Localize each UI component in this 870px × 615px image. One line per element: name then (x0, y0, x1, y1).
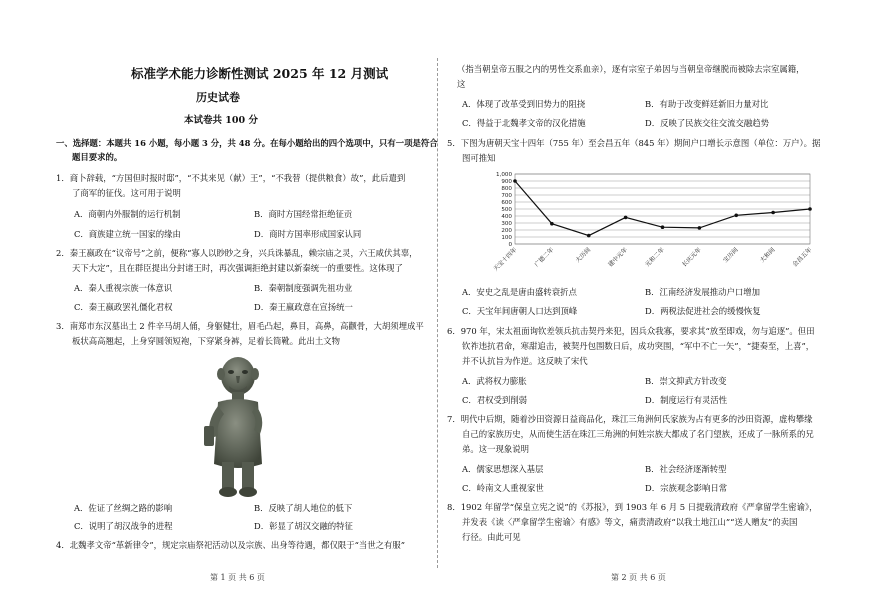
chart-point (550, 222, 554, 226)
q2-option-d: D．秦王嬴政意在宣扬统一 (254, 302, 353, 312)
q5-option-d: D．两税法促进社会的缓慢恢复 (645, 306, 761, 316)
chart-point (808, 207, 812, 211)
chart-point (771, 211, 775, 215)
chart-x-tick-label: 长庆元年 (680, 246, 703, 269)
chart-x-tick-label: 宝历间 (721, 246, 740, 265)
chart-y-tick-label: 400 (501, 214, 512, 221)
q7-option-d: D．宗族观念影响日常 (645, 483, 728, 493)
chart-y-tick-label: 200 (501, 228, 512, 235)
chart-y-tick-label: 500 (501, 207, 512, 214)
q1-line2: 了商军的征伐。这可用于说明 (72, 188, 181, 198)
chart-point (734, 214, 738, 218)
chart-point (513, 179, 517, 183)
chart-x-tick-label: 广德二年 (533, 246, 556, 269)
chart-x-ticks (492, 246, 814, 273)
q5-option-a: A．安史之乱是唐由盛转衰折点 (462, 287, 577, 297)
q7-line2: 自己的家族历史，从而使生活在珠江三角洲的何姓宗族大都成了名门望族，还成了一脉所系的兄 (462, 429, 814, 439)
q4-line1: 4．北魏孝文帝“革新律令”，规定宗庙祭祀活动以及宗族、出身等待遇，都仅限于“当世之有服” (56, 540, 406, 550)
q1-option-b: B．商时方国经常拒绝征贡 (254, 209, 353, 219)
chart-x-tick-label: 大和间 (758, 246, 777, 265)
chart-y-tick-label: 700 (501, 193, 512, 200)
q1-option-d: D．商时方国率形成国家认同 (254, 229, 362, 239)
exam-title: 标准学术能力诊断性测试 2025 年 12 月测试 (131, 66, 389, 81)
chart-point (624, 216, 628, 220)
q2-line2: 天下大定”，且在群臣提出分封诸王时，再次强调拒绝封建以新秦统一的重要性。这体现了 (72, 263, 403, 273)
chart-x-tick-label: 天宝十四年 (492, 246, 519, 273)
q4-option-a: A．体现了改革受到旧势力的阻挠 (462, 99, 586, 109)
figurine-image (196, 352, 280, 500)
chart-point (587, 234, 591, 238)
q3-option-b: B．反映了胡人地位的低下 (254, 503, 353, 513)
q1-option-c: C．商族建立统一国家的缘由 (74, 229, 181, 239)
q5-line1: 5．下图为唐朝天宝十四年（755 年）至会昌五年（845 年）期间户口增长示意图（单位：万户）。据 (447, 138, 821, 148)
q5-option-b: B．江南经济发展推动户口增加 (645, 287, 761, 297)
q3-option-c: C．说明了胡汉战争的进程 (74, 521, 173, 531)
q4-cont-line2: 这 (457, 79, 466, 89)
q4-option-d: D．反映了民族交往交流交融趋势 (645, 118, 769, 128)
chart-grid (515, 174, 810, 244)
q4-option-c: C．得益于北魏孝文帝的汉化措施 (462, 118, 586, 128)
page-footer-1: 第 1 页 共 6 页 (210, 573, 265, 582)
q6-line1: 6．970 年，宋太祖面询钦差领兵抗击契丹来犯，因兵众我寡，要求其“放至即戏，勿与追逐”。但田 (447, 326, 815, 336)
chart-point (661, 225, 665, 229)
chart-y-tick-label: 0 (508, 242, 512, 249)
q8-line2: 并发表《读〈严拿留学生密谕〉有感》等文，痛责清政府“以我土地江山”“送人赠友”的卖国 (462, 517, 798, 527)
q8-line3: 行径。由此可见 (462, 532, 521, 542)
chart-y-tick-label: 100 (501, 235, 512, 242)
chart-y-tick-label: 800 (501, 186, 512, 193)
q6-line3: 并不认抗旨为作逆。这反映了宋代 (462, 356, 588, 366)
q3-option-d: D．彰显了胡汉交融的特征 (254, 521, 353, 531)
chart-y-tick-label: 900 (501, 179, 512, 186)
q7-line1: 7．明代中后期，随着沙田资源日益商品化，珠江三角洲何氏家族为占有更多的沙田资源，虚构攀缘 (447, 414, 813, 424)
total-score: 本试卷共 100 分 (184, 115, 258, 126)
chart-y-ticks (496, 172, 512, 248)
q5-line2: 图可推知 (462, 153, 496, 163)
q7-line3: 弟。这一现象说明 (462, 444, 529, 454)
chart-y-tick-label: 300 (501, 221, 512, 228)
q4-option-b: B．有助于改变鲜廷新旧力量对比 (645, 99, 769, 109)
q7-option-c: C．岭南文人重视家世 (462, 483, 544, 493)
q3-line2: 板状高高翘起，上身穿圆领短袍，下穿紧身裤，足着长筒靴。此出土文物 (72, 336, 340, 346)
paper-subtitle: 历史试卷 (196, 91, 240, 104)
q1-line1: 1．商卜辞载，“方国但时报时邸”，“不其来见（献）王”，“不我替（提供粮食）故”，此后遣到 (56, 173, 406, 183)
q7-option-a: A．儒家思想深入基层 (462, 464, 544, 474)
right-page (435, 0, 870, 615)
q7-option-b: B．社会经济逐渐转型 (645, 464, 727, 474)
q6-line2: 钦祚违抗君命，寒甜追击，被契丹包围数日后，成功突围，“军中不亡一矢”，“捷奏至，上喜”， (462, 341, 815, 351)
q6-option-d: D．制度运行有灵活性 (645, 395, 728, 405)
section-heading-line2: 题目要求的。 (72, 152, 123, 162)
q3-line1: 3．南郑市东汉墓出土 2 件辛马胡人俑，身躯健壮，眉毛凸起，鼻目，高鼻，高颧骨，大胡须埋成平 (56, 321, 424, 331)
q6-option-a: A．武将权力膨胀 (462, 376, 527, 386)
q1-option-a: A．商朝内外服制的运行机制 (74, 209, 181, 219)
chart-x-tick-label: 元和二年 (643, 246, 666, 269)
q2-option-c: C．秦王嬴政罢礼僵化君权 (74, 302, 173, 312)
q2-option-b: B．秦朝制度强调先祖功业 (254, 283, 353, 293)
chart-y-tick-label: 1,000 (495, 172, 512, 179)
q2-line1: 2．秦王嬴政在“议帝号”之前，便称“寡人以眇眇之身，兴兵诛暴乱，赖宗庙之灵，六王咸伏其辜， (56, 248, 418, 258)
chart-y-tick-label: 600 (501, 200, 512, 207)
q6-option-b: B．崇文抑武方针改变 (645, 376, 727, 386)
q5-option-c: C．天宝年间唐朝人口达到顶峰 (462, 306, 578, 316)
q3-option-a: A．佐证了丝绸之路的影响 (74, 503, 173, 513)
chart-x-tick-label: 大历间 (574, 246, 593, 265)
page-footer-2: 第 2 页 共 6 页 (611, 573, 666, 582)
household-line-chart (475, 168, 815, 286)
chart-x-tick-label: 建中元年 (607, 246, 630, 269)
q4-cont-line1: （指当朝皇帝五服之内的男性交系血亲），逐有宗室子弟因与当朝皇帝继脱而被除去宗室属籍， (457, 64, 805, 74)
q6-option-c: C．君权受到削弱 (462, 395, 528, 405)
q2-option-a: A．秦人重视宗族一体意识 (74, 283, 173, 293)
chart-point (698, 226, 702, 230)
chart-x-tick-label: 会昌五年 (791, 246, 814, 269)
section-heading-line1: 一、选择题：本题共 16 小题，每小题 3 分，共 48 分。在每小题给出的四个选项中，只有一项是符合 (56, 138, 438, 148)
q8-line1: 8．1902 年留学“保皇立宪之说”的《苏报》，到 1903 年 6 月 5 日提载清政府《严拿留学生密谕》， (447, 502, 818, 512)
